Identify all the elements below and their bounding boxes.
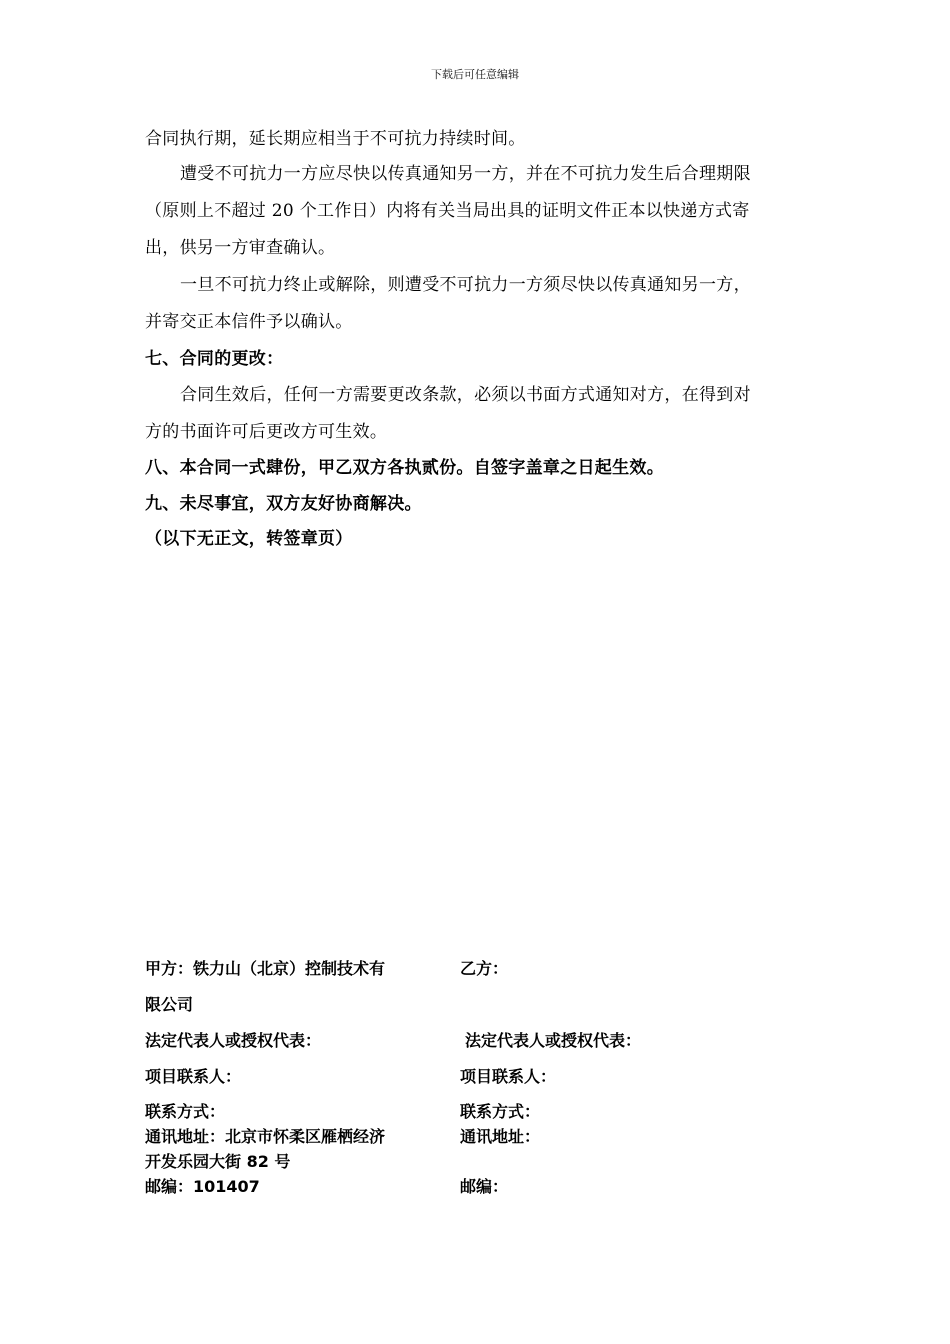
party-a-representative: 法定代表人或授权代表： [145, 1031, 322, 1050]
party-b-address: 通讯地址： [460, 1127, 541, 1146]
party-a-address-line-2: 开发乐园大街 82 号 [145, 1152, 291, 1171]
paragraph-4-line-1: 合同生效后，任何一方需要更改条款，必须以书面方式通知对方，在得到对 [180, 385, 751, 405]
party-a-postcode: 邮编：101407 [145, 1177, 260, 1196]
section-8-heading: 八、本合同一式肆份，甲乙双方各执贰份。自签字盖章之日起生效。 [145, 458, 664, 478]
paragraph-2-line-3: 出，供另一方审查确认。 [145, 238, 336, 258]
section-9-heading: 九、未尽事宜，双方友好协商解决。 [145, 494, 422, 514]
paragraph-2-line-1: 遭受不可抗力一方应尽快以传真通知另一方，并在不可抗力发生后合理期限 [180, 164, 751, 184]
page-header: 下载后可任意编辑 [431, 68, 519, 81]
party-b-representative: 法定代表人或授权代表： [465, 1031, 642, 1050]
paragraph-3-line-2: 并寄交正本信件予以确认。 [145, 312, 353, 332]
party-a-name-line-1: 甲方：铁力山（北京）控制技术有 [145, 959, 386, 978]
party-a-contact: 联系方式： [145, 1102, 226, 1121]
paragraph-1-line-1: 合同执行期，延长期应相当于不可抗力持续时间。 [145, 129, 526, 149]
paragraph-4-line-2: 方的书面许可后更改方可生效。 [145, 422, 388, 442]
section-7-heading: 七、合同的更改： [145, 349, 284, 369]
party-a-address-line-1: 通讯地址：北京市怀柔区雁栖经济 [145, 1127, 386, 1146]
paragraph-2-line-2: （原则上不超过 20 个工作日）内将有关当局出具的证明文件正本以快递方式寄 [145, 201, 750, 221]
party-b-contact-person: 项目联系人： [460, 1067, 557, 1086]
no-more-text-note: （以下无正文，转签章页） [145, 529, 353, 549]
party-a-name-line-2: 限公司 [145, 995, 194, 1014]
party-b-name: 乙方： [460, 959, 509, 978]
paragraph-3-line-1: 一旦不可抗力终止或解除，则遭受不可抗力一方须尽快以传真通知另一方， [180, 275, 751, 295]
party-a-contact-person: 项目联系人： [145, 1067, 242, 1086]
party-b-contact: 联系方式： [460, 1102, 541, 1121]
party-b-postcode: 邮编： [460, 1177, 509, 1196]
